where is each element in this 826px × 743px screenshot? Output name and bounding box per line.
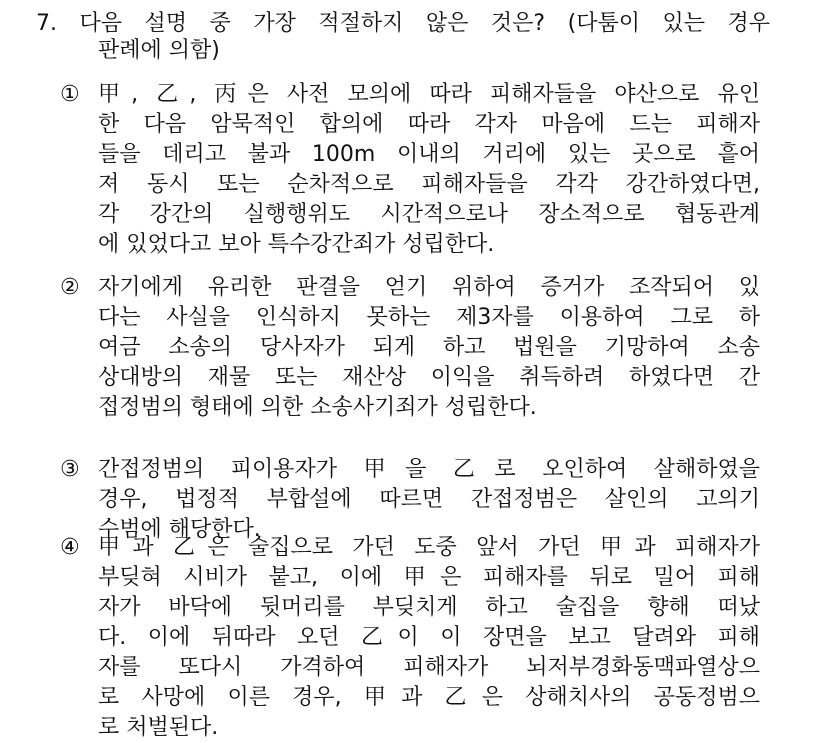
option-text-line: 각 강간의 실행행위도 시간적으로나 장소적으로 협동관계 — [98, 202, 760, 227]
option-text-line: 들을 데리고 불과 100m 이내의 거리에 있는 곳으로 흩어 — [98, 142, 760, 167]
option-text-line: 로 사망에 이른 경우, 甲과 乙은 상해치사의 공동정범으 — [98, 685, 760, 710]
question-text-line: 7. 다음 설명 중 가장 적절하지 않은 것은? (다툼이 있는 경우 — [36, 11, 770, 36]
question-text-line: 판례에 의함) — [98, 38, 220, 63]
option-text-line: 자기에게 유리한 판결을 얻기 위하여 증거가 조작되어 있 — [98, 275, 760, 300]
option-text-line: 져 동시 또는 순차적으로 피해자들을 각각 강간하였다면, — [98, 172, 760, 197]
option-text-line: 상대방의 재물 또는 재산상 이익을 취득하려 하였다면 간 — [98, 365, 760, 390]
option-text-line: 다는 사실을 인식하지 못하는 제3자를 이용하여 그로 하 — [98, 305, 760, 330]
option-marker: ④ — [60, 535, 80, 560]
option-text-line: 접정범의 형태에 의한 소송사기죄가 성립한다. — [98, 395, 537, 420]
option-text-line: 여금 소송의 당사자가 되게 하고 법원을 기망하여 소송 — [98, 335, 760, 360]
option-text-line: 로 처벌된다. — [98, 715, 219, 740]
option-text-line: 한 다음 암묵적인 합의에 따라 각자 마음에 드는 피해자 — [98, 112, 760, 137]
option-text-line: 경우, 법정적 부합설에 따르면 간접정범은 살인의 고의기 — [98, 487, 760, 512]
option-text-line: 甲과 乙은 술집으로 가던 도중 앞서 가던 甲과 피해자가 — [98, 535, 760, 560]
option-marker: ① — [60, 82, 80, 107]
option-text-line: 자가 바닥에 뒷머리를 부딪치게 하고 술집을 향해 떠났 — [98, 595, 760, 620]
option-text-line: 간접정범의 피이용자가 甲을 乙로 오인하여 살해하였을 — [98, 457, 760, 482]
option-text-line: 甲, 乙, 丙은 사전 모의에 따라 피해자들을 야산으로 유인 — [98, 82, 760, 107]
option-text-line: 자를 또다시 가격하여 피해자가 뇌저부경화동맥파열상으 — [98, 655, 760, 680]
option-marker: ③ — [60, 457, 80, 482]
option-text-line: 수범에 해당한다. — [98, 517, 261, 542]
option-marker: ② — [60, 275, 80, 300]
option-text-line: 다. 이에 뒤따라 오던 乙이 이 장면을 보고 달려와 피해 — [98, 625, 760, 650]
option-text-line: 에 있었다고 보아 특수강간죄가 성립한다. — [98, 232, 495, 257]
option-text-line: 부딪혀 시비가 붙고, 이에 甲은 피해자를 뒤로 밀어 피해 — [98, 565, 760, 590]
